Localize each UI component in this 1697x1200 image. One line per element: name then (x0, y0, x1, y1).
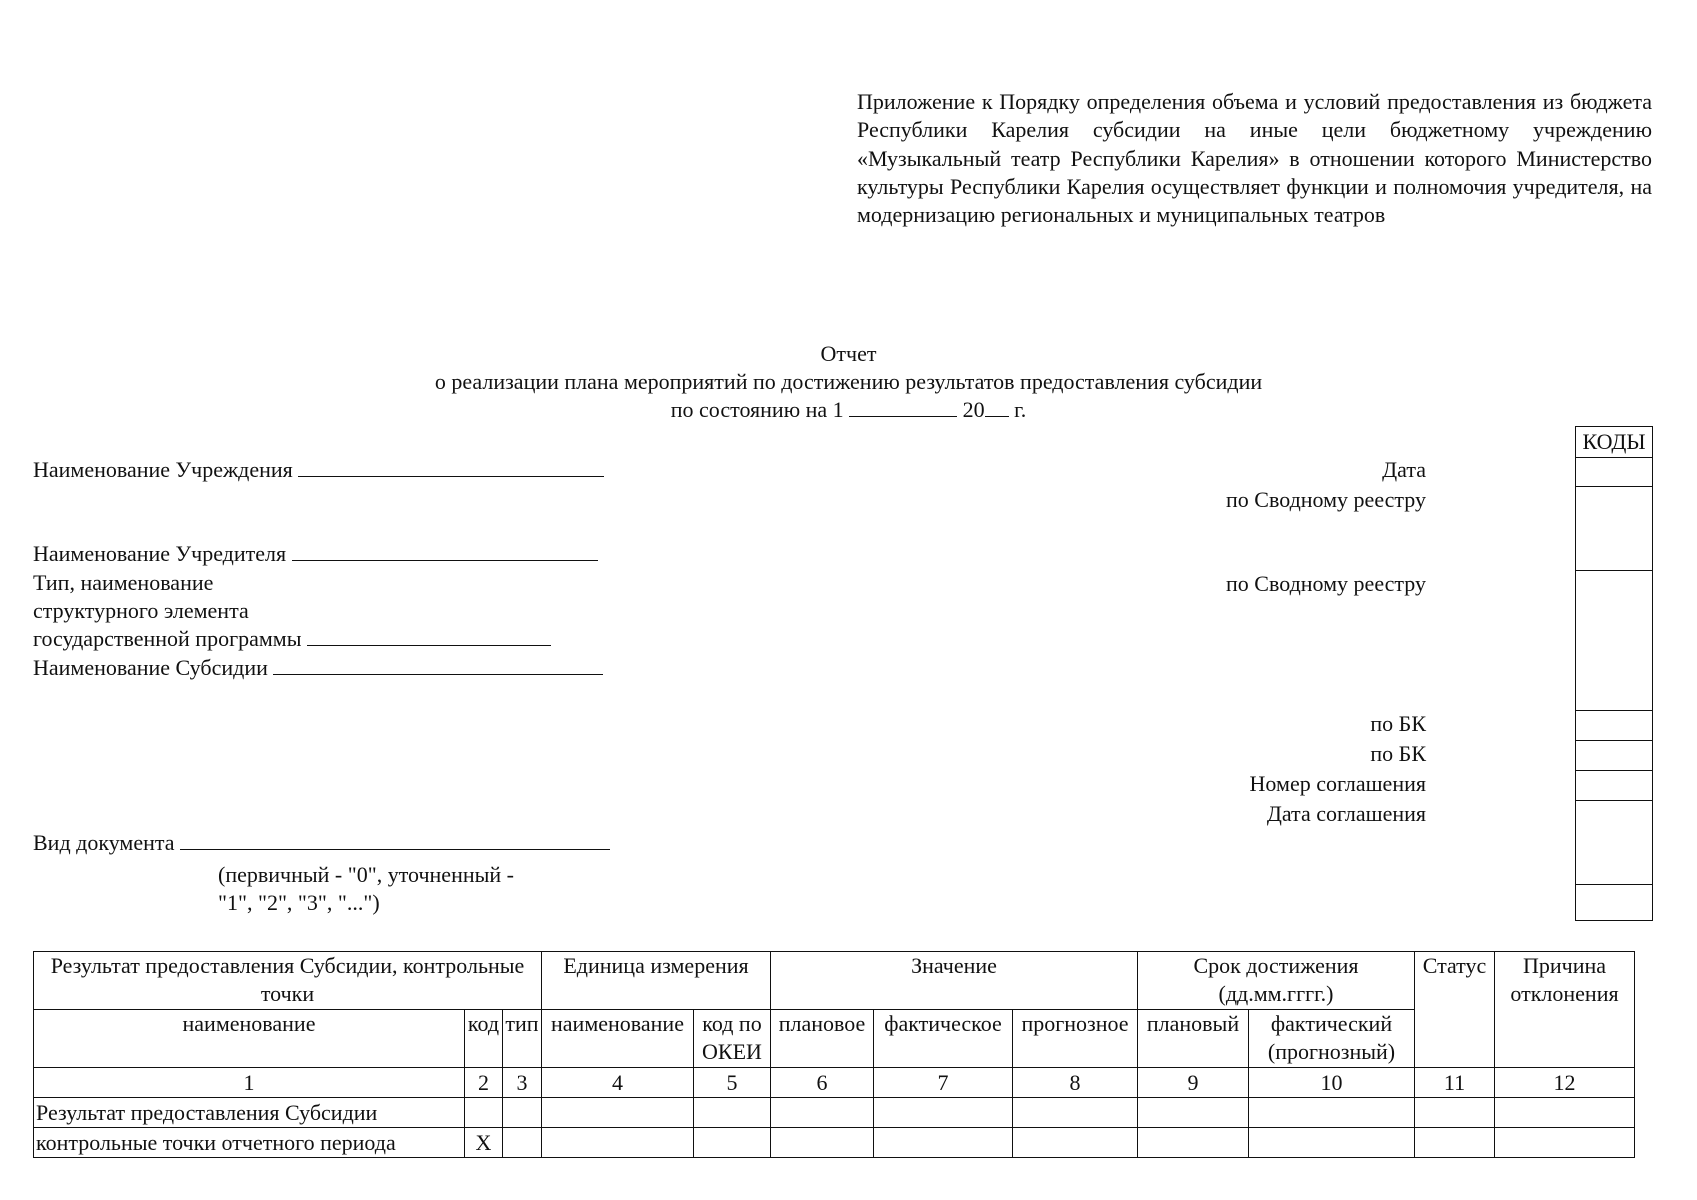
header-name: наименование (34, 1010, 465, 1068)
row-cell[interactable] (542, 1128, 694, 1158)
institution-field-row (33, 456, 604, 484)
table-numbers-row (34, 1068, 1635, 1098)
code-cell-registry-2[interactable] (1576, 570, 1652, 710)
header-actual: фактическое (874, 1010, 1013, 1068)
row-cell[interactable] (694, 1098, 771, 1128)
header-type: тип (503, 1010, 542, 1068)
codes-registry-label-1: по Сводному реестру (1226, 487, 1426, 512)
institution-input[interactable] (298, 456, 604, 477)
header-planned: плановое (771, 1010, 874, 1068)
row-cell[interactable] (1013, 1098, 1138, 1128)
program-field-row (33, 625, 551, 653)
row-cell[interactable] (503, 1098, 542, 1128)
code-cell-date[interactable] (1576, 457, 1652, 486)
header-deadline: Срок достижения (дд.мм.гггг.) (1138, 952, 1415, 1010)
program-type-label-line1: Тип, наименование (33, 570, 214, 595)
codes-agreement-number-label: Номер соглашения (1249, 771, 1426, 796)
row-cell[interactable] (1415, 1128, 1495, 1158)
row-cell[interactable] (874, 1128, 1013, 1158)
doc-type-note-line1: (первичный - "0", уточненный - (218, 862, 514, 887)
column-number: 5 (694, 1068, 771, 1098)
report-year-suffix: г. (1014, 397, 1027, 422)
code-cell-registry-1[interactable] (1576, 486, 1652, 570)
table-header-row-1 (34, 952, 1635, 1010)
header-result: Результат предоставления Субсидии, контрольные точки (34, 952, 542, 1010)
institution-label: Наименование Учреждения (33, 457, 293, 482)
column-number: 9 (1138, 1068, 1249, 1098)
year-blank-field[interactable] (985, 396, 1009, 417)
row-cell[interactable] (542, 1098, 694, 1128)
date-blank-field[interactable] (849, 396, 957, 417)
row-cell[interactable] (1138, 1098, 1249, 1128)
program-type-label-line2: структурного элемента (33, 598, 249, 623)
row-checkpoints-name: контрольные точки отчетного периода (34, 1128, 465, 1158)
row-code-cell: X (465, 1128, 503, 1158)
report-date-line (0, 396, 1697, 424)
results-table (33, 951, 1635, 1158)
row-cell[interactable] (1495, 1098, 1635, 1128)
code-cell-extra[interactable] (1576, 884, 1652, 920)
codes-registry-label-2: по Сводному реестру (1226, 571, 1426, 596)
column-number: 6 (771, 1068, 874, 1098)
header-reason: Причина отклонения (1495, 952, 1635, 1068)
column-number: 11 (1415, 1068, 1495, 1098)
codes-bk-label-1: по БК (1370, 711, 1426, 736)
header-unit-name: наименование (542, 1010, 694, 1068)
column-number: 1 (34, 1068, 465, 1098)
column-number: 4 (542, 1068, 694, 1098)
header-value: Значение (771, 952, 1138, 1010)
row-cell[interactable] (1495, 1128, 1635, 1158)
row-result-name: Результат предоставления Субсидии (34, 1098, 465, 1128)
row-cell[interactable] (771, 1128, 874, 1158)
report-title: Отчет (820, 341, 877, 366)
program-type-label-line3: государственной программы (33, 626, 302, 651)
subsidy-label: Наименование Субсидии (33, 655, 268, 680)
row-cell[interactable] (694, 1128, 771, 1158)
report-subtitle: о реализации плана мероприятий по достижению результатов предоставления субсидии (434, 369, 1263, 394)
header-actual-date: фактический (прогнозный) (1249, 1010, 1415, 1068)
doc-type-field-row (33, 829, 610, 857)
founder-input[interactable] (292, 540, 598, 561)
row-cell[interactable] (503, 1128, 542, 1158)
table-row (34, 1098, 1635, 1128)
report-year-prefix: 20 (962, 397, 985, 422)
subsidy-field-row (33, 654, 603, 682)
doc-type-note-line2: "1", "2", "3", "...") (218, 890, 380, 915)
table-row (34, 1128, 1635, 1158)
header-forecast: прогнозное (1013, 1010, 1138, 1068)
header-code: код (465, 1010, 503, 1068)
row-code-cell[interactable] (465, 1098, 503, 1128)
column-number: 10 (1249, 1068, 1415, 1098)
code-cell-agreement-date[interactable] (1576, 800, 1652, 884)
row-cell[interactable] (1249, 1128, 1415, 1158)
row-cell[interactable] (1138, 1128, 1249, 1158)
column-number: 7 (874, 1068, 1013, 1098)
report-date-prefix: по состоянию на 1 (670, 397, 844, 422)
header-planned-date: плановый (1138, 1010, 1249, 1068)
column-number: 12 (1495, 1068, 1635, 1098)
row-cell[interactable] (874, 1098, 1013, 1128)
appendix-text: Приложение к Порядку определения объема и условий предоставления из бюджета Республики Карелия субсидии на иные цели бюджетному учреждению «Музыкальный театр Республики Карелия» в отношении которого Министерство культуры Республики Карелия осуществляет функции и полномочия учредителя, на модернизацию региональных и муниципальных театров (857, 89, 1652, 228)
codes-agreement-date-label: Дата соглашения (1266, 801, 1426, 826)
code-cell-bk-1[interactable] (1576, 710, 1652, 740)
header-status: Статус (1415, 952, 1495, 1068)
row-cell[interactable] (771, 1098, 874, 1128)
code-cell-bk-2[interactable] (1576, 740, 1652, 770)
header-unit: Единица измерения (542, 952, 771, 1010)
subsidy-input[interactable] (273, 654, 603, 675)
row-cell[interactable] (1415, 1098, 1495, 1128)
founder-field-row (33, 540, 598, 568)
doc-type-label: Вид документа (33, 830, 175, 855)
doc-type-input[interactable] (180, 829, 610, 850)
codes-column (1575, 426, 1653, 921)
table-header-row-2 (34, 1010, 1635, 1068)
code-cell-agreement-number[interactable] (1576, 770, 1652, 800)
column-number: 2 (465, 1068, 503, 1098)
program-input[interactable] (307, 625, 551, 646)
founder-label: Наименование Учредителя (33, 541, 287, 566)
row-cell[interactable] (1249, 1098, 1415, 1128)
codes-date-label: Дата (1382, 457, 1426, 482)
codes-header: КОДЫ (1582, 429, 1646, 454)
header-okei: код по ОКЕИ (694, 1010, 771, 1068)
codes-bk-label-2: по БК (1370, 741, 1426, 766)
column-number: 8 (1013, 1068, 1138, 1098)
column-number: 3 (503, 1068, 542, 1098)
row-cell[interactable] (1013, 1128, 1138, 1158)
